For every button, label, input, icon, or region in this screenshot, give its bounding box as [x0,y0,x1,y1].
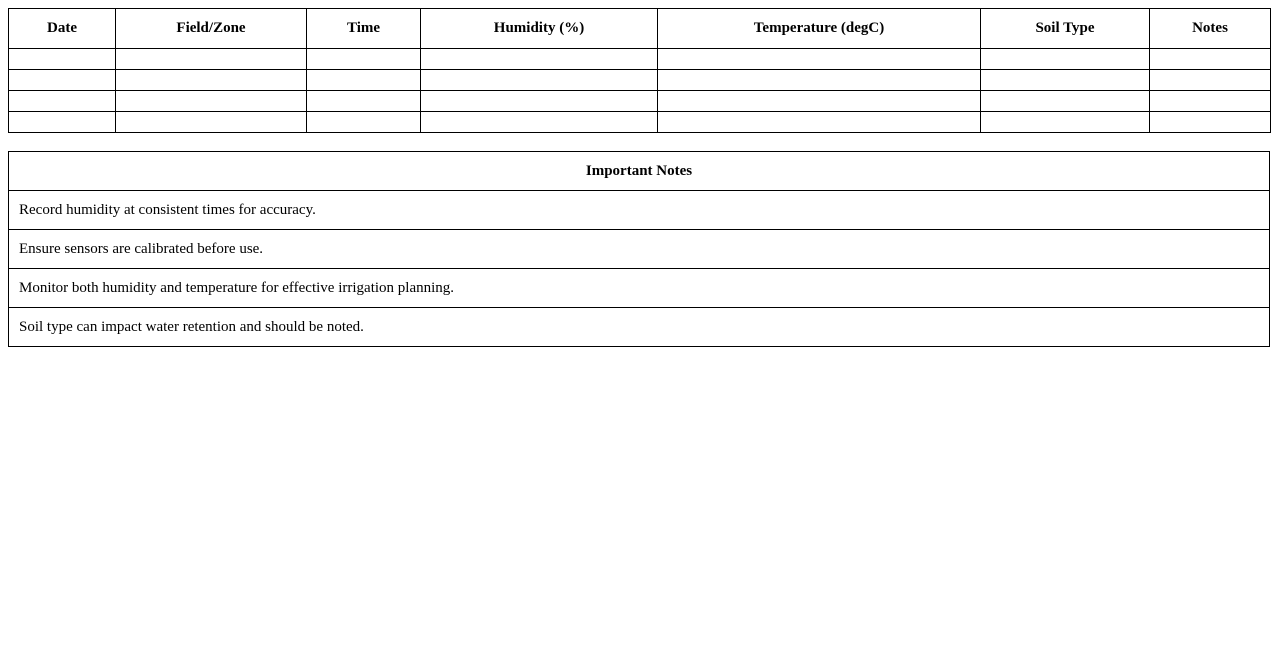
column-header-date: Date [9,9,116,49]
cell-date [9,91,116,112]
column-header-temperature: Temperature (degC) [658,9,981,49]
cell-humidity [421,91,658,112]
list-item [9,308,1270,347]
cell-soil-type [981,112,1150,133]
cell-time [307,49,421,70]
list-item [9,191,1270,230]
column-header-humidity: Humidity (%) [421,9,658,49]
humidity-log-table [8,8,1271,133]
table-row [9,91,1271,112]
note-text: Ensure sensors are calibrated before use. [9,230,1270,269]
list-item [9,230,1270,269]
table-row [9,49,1271,70]
cell-soil-type [981,49,1150,70]
cell-field-zone [116,70,307,91]
cell-field-zone [116,112,307,133]
cell-date [9,70,116,91]
cell-notes [1150,112,1271,133]
cell-time [307,70,421,91]
cell-soil-type [981,70,1150,91]
column-header-soil-type: Soil Type [981,9,1150,49]
cell-humidity [421,70,658,91]
column-header-time: Time [307,9,421,49]
cell-humidity [421,49,658,70]
cell-soil-type [981,91,1150,112]
column-header-field-zone: Field/Zone [116,9,307,49]
cell-time [307,91,421,112]
table-row [9,112,1271,133]
notes-header-row [9,152,1270,191]
important-notes-table [8,151,1270,347]
column-header-notes: Notes [1150,9,1271,49]
note-text: Monitor both humidity and temperature for effective irrigation planning. [9,269,1270,308]
table-row [9,70,1271,91]
cell-temperature [658,70,981,91]
cell-notes [1150,49,1271,70]
cell-field-zone [116,91,307,112]
cell-time [307,112,421,133]
note-text: Record humidity at consistent times for accuracy. [9,191,1270,230]
notes-title: Important Notes [9,152,1270,191]
cell-notes [1150,70,1271,91]
cell-date [9,49,116,70]
cell-humidity [421,112,658,133]
cell-notes [1150,91,1271,112]
table-header-row [9,9,1271,49]
cell-temperature [658,112,981,133]
note-text: Soil type can impact water retention and should be noted. [9,308,1270,347]
document-sheet [8,8,1270,347]
cell-date [9,112,116,133]
cell-temperature [658,49,981,70]
cell-temperature [658,91,981,112]
list-item [9,269,1270,308]
cell-field-zone [116,49,307,70]
